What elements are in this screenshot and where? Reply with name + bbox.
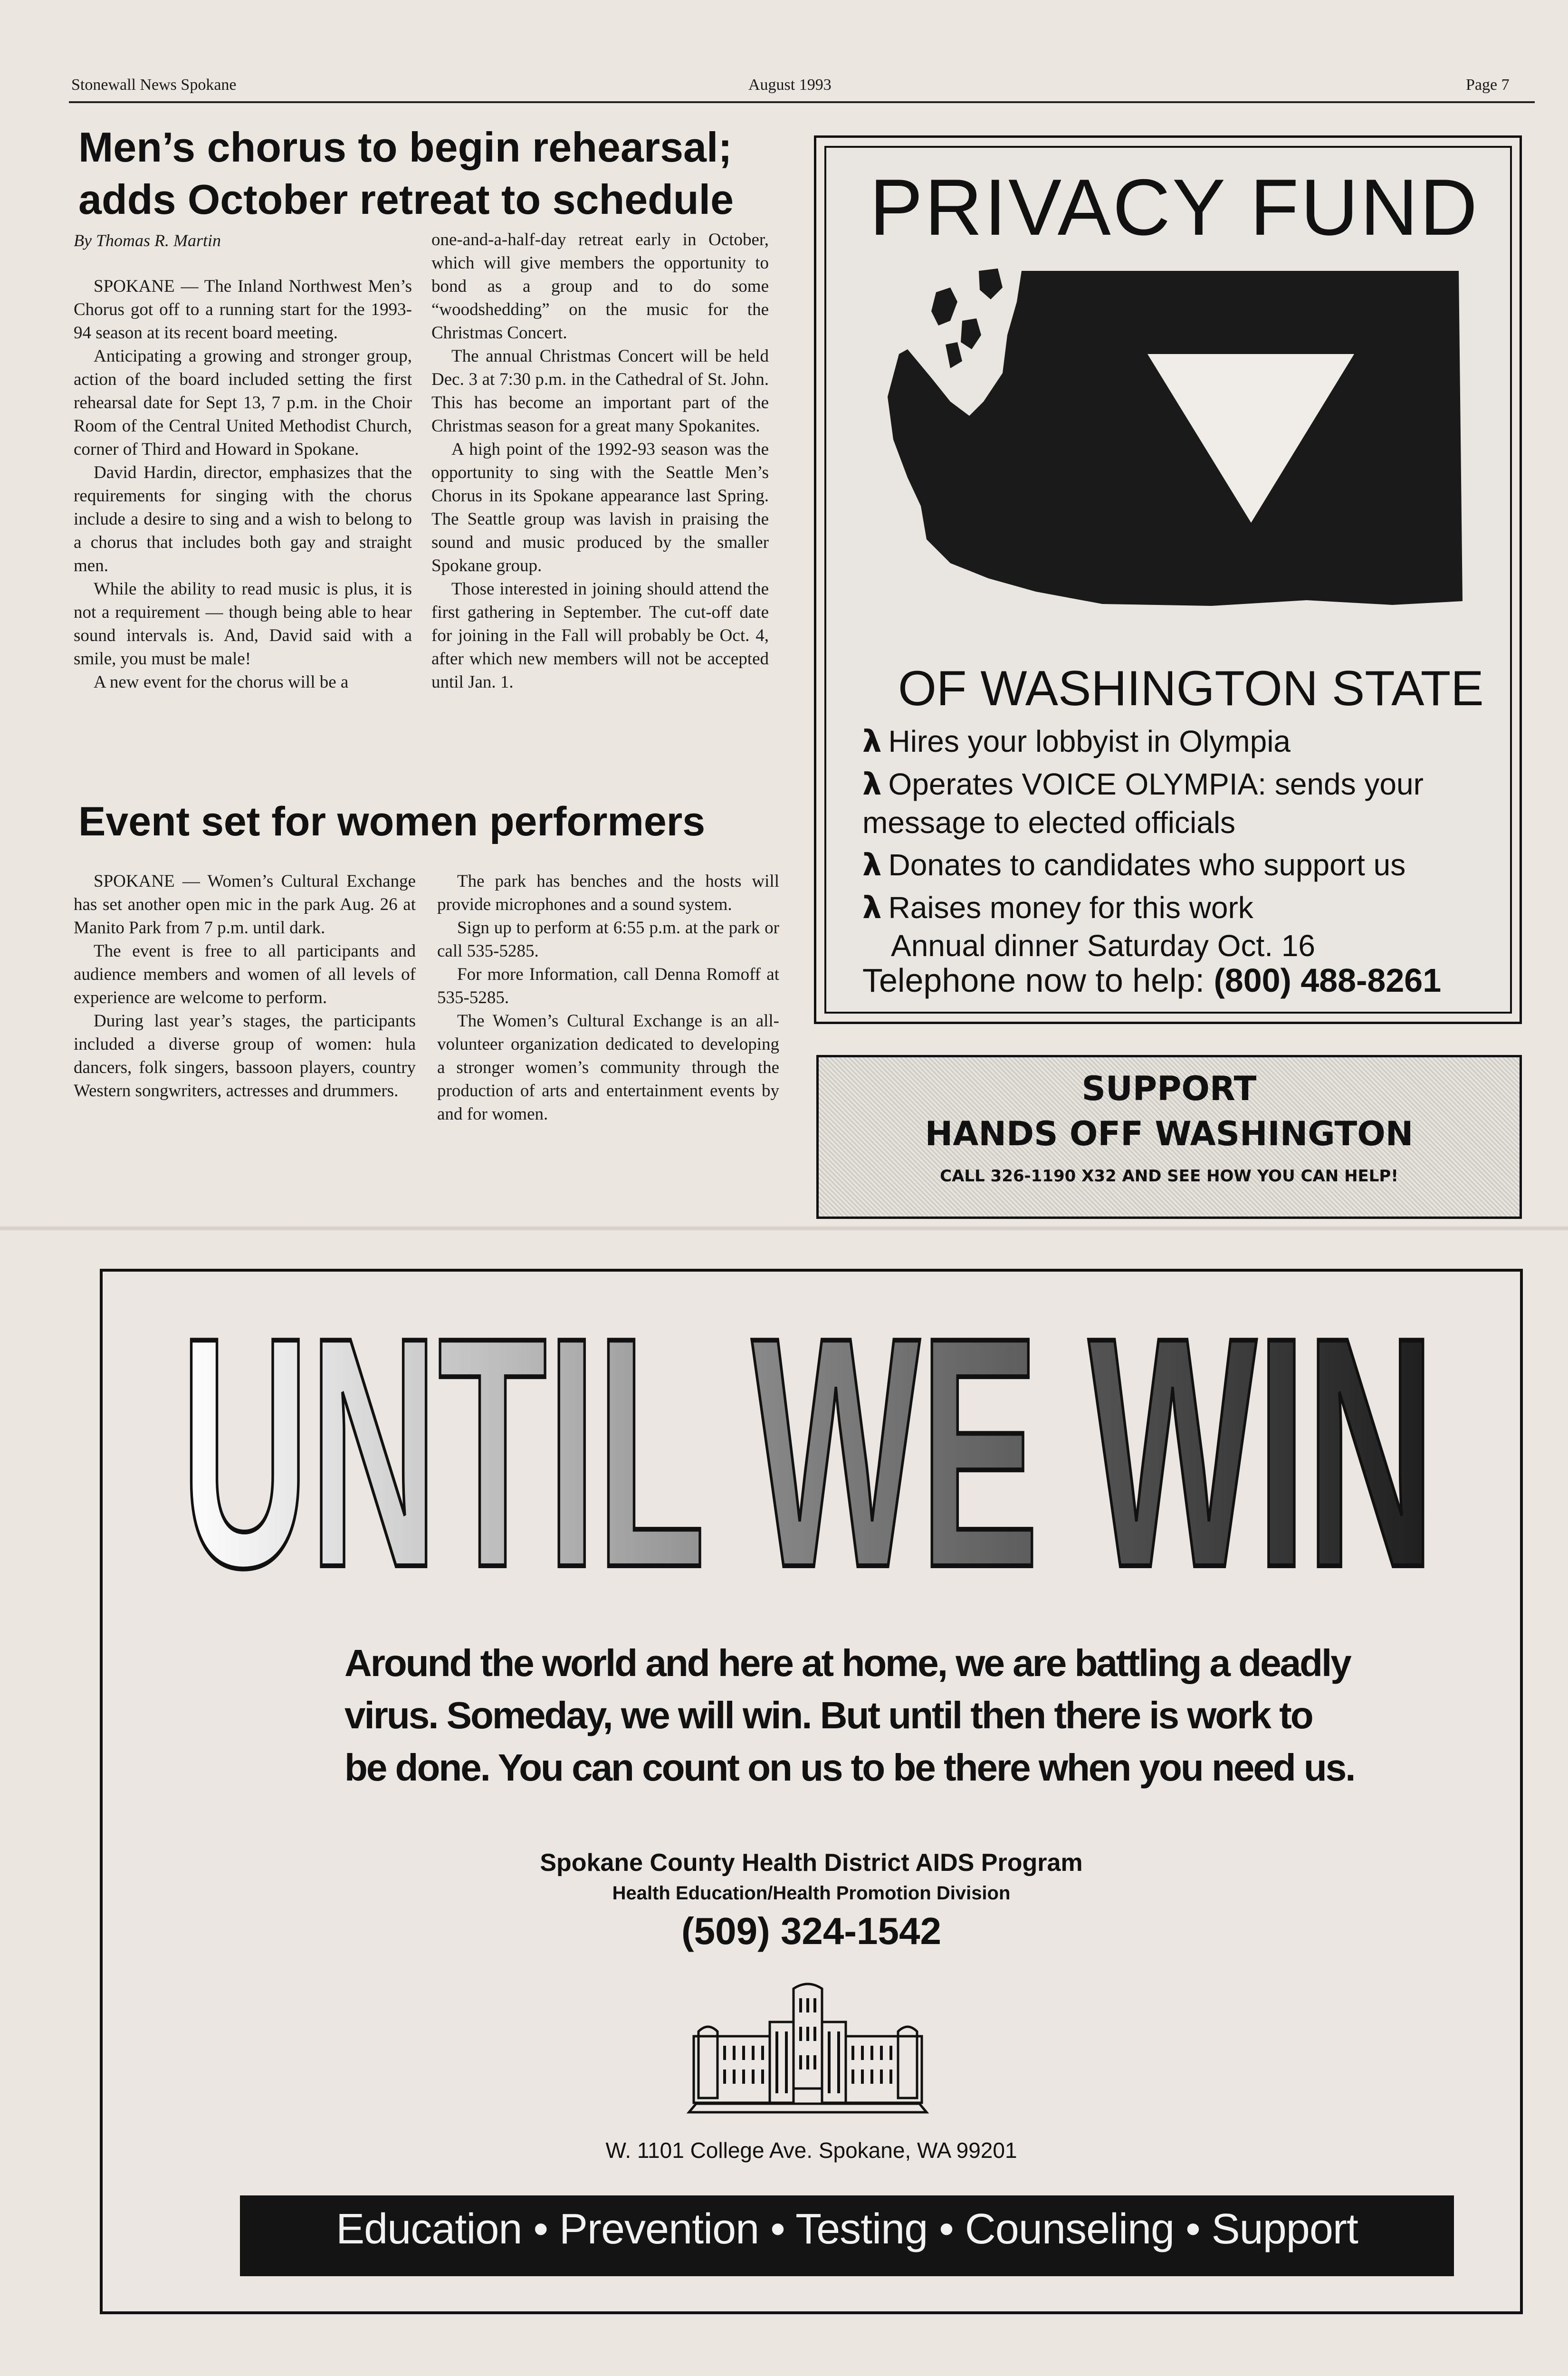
article1-byline: By Thomas R. Martin — [74, 231, 221, 250]
aids-ad-division: Health Education/Health Promotion Division — [612, 1883, 1011, 1904]
article2-column2 — [437, 870, 779, 1126]
support-ad-line3: CALL 326-1190 X32 AND SEE HOW YOU CAN HELP! — [940, 1167, 1398, 1186]
aids-ad-body-line: virus. Someday, we will win. But until then there is work to — [344, 1694, 1312, 1736]
lambda-bullet-icon: λ — [862, 767, 882, 802]
article2-paragraph: SPOKANE — Women’s Cultural Exchange has set another open mic in the park Aug. 26 at Manito Park from 7 p.m. until dark. — [74, 872, 416, 938]
privacy-fund-subtitle: OF WASHINGTON STATE — [898, 661, 1484, 716]
article1-paragraph: one-and-a-half-day retreat early in October, which will give members the opportunity to bond as a group and to do some “woodshedding” on the music for the Christmas Concert. — [431, 230, 769, 343]
until-we-win-headline — [171, 1319, 1444, 1590]
issue-date: August 1993 — [748, 76, 832, 94]
privacy-fund-item: λ Donates to candidates who support us — [862, 848, 1406, 883]
article1-column2 — [431, 228, 769, 694]
svg-text:UNTIL WE WIN: UNTIL WE WIN — [181, 1319, 1435, 1590]
privacy-fund-title: PRIVACY FUND — [870, 163, 1480, 252]
lambda-bullet-icon: λ — [862, 848, 882, 883]
privacy-fund-item: λ Operates VOICE OLYMPIA: sends your message to elected officials — [862, 767, 1424, 840]
article1-column1 — [74, 275, 412, 694]
article1-paragraph: A high point of the 1992-93 season was the opportunity to sing with the Seattle Men’s Chorus in its Spokane appearance last Spring. The Seattle group was lavish in praising the sound and music produced by the smaller Spokane group. — [431, 440, 769, 575]
aids-ad-address: W. 1101 College Ave. Spokane, WA 99201 — [605, 2138, 1017, 2163]
article1-paragraph: Anticipating a growing and stronger group, action of the board included setting the first rehearsal date for Sept 13, 7 p.m. in the Choir Room of the Central United Methodist Church, corner of Third and Howard in Spokane. — [74, 346, 412, 459]
phone-label: Telephone now to help: — [862, 962, 1205, 999]
aids-ad-services: Education • Prevention • Testing • Counseling • Support — [336, 2205, 1358, 2253]
privacy-fund-item: λ Hires your lobbyist in Olympia — [862, 724, 1291, 759]
article1-paragraph: Those interested in joining should attend the first gathering in September. The cut-off date for joining in the Fall will probably be Oct. 4, after which new members will not be accepted until Jan. 1. — [431, 579, 769, 692]
lambda-bullet-icon: λ — [862, 724, 882, 759]
phone-number: (800) 488-8261 — [1214, 962, 1442, 999]
article1-paragraph: SPOKANE — The Inland Northwest Men’s Chorus got off to a running start for the 1993-94 season at its recent board meeting. — [74, 277, 412, 343]
privacy-fund-item: λ Raises money for this work — [862, 891, 1253, 926]
article1-paragraph: A new event for the chorus will be a — [94, 672, 349, 692]
washington-state-map-icon — [879, 259, 1473, 658]
article2-paragraph: The event is free to all participants and audience members and women of all levels of experience are welcome to perform. — [74, 941, 416, 1007]
article1-headline-line2: adds October retreat to schedule — [78, 176, 734, 223]
support-ad-line1: SUPPORT — [1081, 1069, 1257, 1108]
aids-ad-phone: (509) 324-1542 — [681, 1910, 942, 1952]
support-ad-line2: HANDS OFF WASHINGTON — [925, 1114, 1414, 1153]
article2-column1 — [74, 870, 416, 1102]
header-rule — [69, 101, 1535, 103]
article2-paragraph: The Women’s Cultural Exchange is an all-volunteer organization dedicated to developing a stronger women’s community through the production of arts and entertainment events by and for women. — [437, 1011, 779, 1124]
article2-paragraph: During last year’s stages, the participants included a diverse group of women: hula dancers, folk singers, bassoon players, country Western songwriters, actresses and drummers. — [74, 1011, 416, 1101]
article2-headline: Event set for women performers — [78, 799, 706, 844]
article1-headline-line1: Men’s chorus to begin rehearsal; — [78, 124, 732, 171]
publication-name: Stonewall News Spokane — [71, 76, 237, 94]
article1-paragraph: While the ability to read music is plus, it is not a requirement — though being able to hear sound intervals is. And, David said with a smile, you must be male! — [74, 579, 412, 669]
article2-paragraph: Sign up to perform at 6:55 p.m. at the park or call 535-5285. — [437, 918, 779, 961]
article1-paragraph: The annual Christmas Concert will be held Dec. 3 at 7:30 p.m. in the Cathedral of St. John. This has become an important part of the Christmas season for a great many Spokanites. — [431, 346, 769, 436]
page-fold — [0, 1226, 1568, 1231]
privacy-fund-phone-line — [862, 961, 1441, 999]
building-icon — [679, 1979, 936, 2122]
article2-paragraph: The park has benches and the hosts will provide microphones and a sound system. — [437, 872, 779, 914]
article1-paragraph: David Hardin, director, emphasizes that the requirements for singing with the chorus include a desire to sing and a wish to belong to a chorus that includes both gay and straight men. — [74, 463, 412, 575]
lambda-bullet-icon: λ — [862, 891, 882, 926]
aids-ad-org: Spokane County Health District AIDS Program — [540, 1849, 1083, 1877]
aids-ad-body-line: be done. You can count on us to be there when you need us. — [344, 1746, 1355, 1789]
aids-ad-body-line: Around the world and here at home, we are battling a deadly — [344, 1642, 1350, 1684]
privacy-fund-dinner: Annual dinner Saturday Oct. 16 — [891, 929, 1315, 963]
article2-paragraph: For more Information, call Denna Romoff at 535-5285. — [437, 965, 779, 1007]
page-number: Page 7 — [1466, 76, 1510, 94]
